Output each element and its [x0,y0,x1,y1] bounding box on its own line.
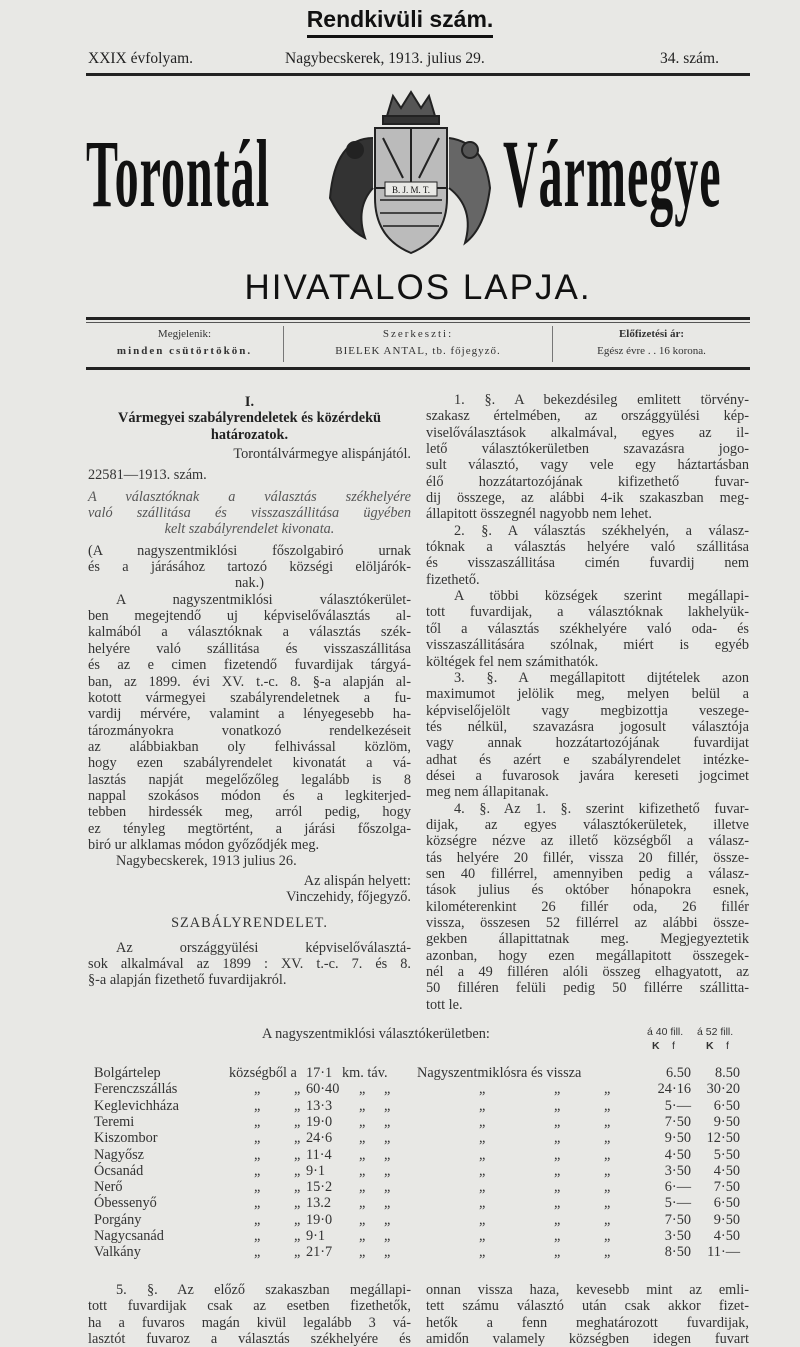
table-row [94,1147,754,1163]
fare-52: 4·50 [713,1162,740,1179]
ditto-mark: „ [604,1179,611,1196]
distance-km: 19·0 [306,1113,333,1130]
text-line: adhat és azért e szabályrendelet intézke- [426,751,749,768]
distance-km: 17·1 [306,1065,333,1081]
text-line: ez tényleg megtörtént, a járási főszolga- [88,820,411,837]
ditto-mark: „ [604,1211,611,1228]
fare-52: 30·20 [706,1081,740,1098]
info-label: Szerkeszti: [382,328,454,340]
text-line: szakasz értelmében, az országgyülési kép- [426,408,749,425]
ditto-mark: „ [479,1130,486,1147]
text-line: tások julius és október hónapokra esnek, [426,882,749,899]
distance-km: 21·7 [306,1244,333,1261]
column-header-52: á 52 fill. [697,1026,734,1038]
ditto-mark: „ [294,1097,301,1114]
ditto-mark: „ [554,1228,561,1244]
right-column [426,392,749,1013]
ditto-mark: „ [554,1097,561,1114]
text-line: lető választókerületben szavazásra jogo- [426,441,749,458]
text-line: biró ur alklamas módon győződjék meg. [88,836,320,853]
destination-phrase: Nagyszentmiklósra és vissza [417,1065,582,1081]
ditto-mark: „ [384,1081,391,1098]
fare-52: 11·— [707,1244,740,1261]
ditto-mark: „ [479,1179,486,1196]
fare-40: 6.50 [665,1065,691,1081]
text-line: Az alispán helyett: [303,872,411,889]
ditto-mark: „ [604,1244,611,1261]
distance-km: 13·3 [306,1097,333,1114]
text-line: állapitott összegnél nagyobb nem lehet. [426,506,652,523]
text-line: sult választó, vagy vele egy háztartásban [426,457,749,474]
left-column [88,394,411,989]
ditto-mark: „ [294,1130,301,1147]
ditto-mark: „ [359,1113,366,1130]
table-row [94,1212,754,1228]
fare-52: 9·50 [713,1211,740,1228]
text-block-para [426,392,749,523]
volume-label: XXIX évfolyam. [88,50,194,67]
text-line: kotott vármegyei szabályrendeletnek a fu- [88,689,411,706]
ditto-mark: „ [359,1146,366,1163]
ditto-mark: „ [554,1162,561,1179]
distance-km: 24·6 [306,1130,333,1147]
column-header-40: á 40 fill. [647,1026,684,1038]
ditto-mark: „ [554,1244,561,1261]
text-line: kalmából a választóknak a választás szék- [88,624,411,641]
unit-phrase: km. táv. [342,1065,388,1081]
distance-km: 9·1 [306,1162,326,1179]
ditto-mark: „ [359,1195,366,1212]
text-line: és az e cimen fizetendő fuvardijak tárgyá- [88,657,411,674]
text-block-italic [88,489,411,538]
table-row [94,1130,754,1146]
distance-km: 13.2 [306,1195,332,1212]
ditto-mark: „ [359,1228,366,1244]
ditto-mark: „ [604,1228,611,1244]
fare-52: 12·50 [706,1130,740,1147]
fare-52: 5·50 [713,1146,740,1163]
ditto-mark: „ [294,1244,301,1261]
text-line: A többi községek szerint megállapi- [454,588,749,605]
text-block-para [426,588,749,670]
place-date-label: Nagybecskerek, 1913. julius 29. [285,50,485,67]
ditto-mark: „ [294,1211,301,1228]
table-row [94,1163,754,1179]
divider [86,317,750,320]
ditto-mark: „ [294,1228,301,1244]
ditto-mark: „ [384,1146,391,1163]
text-line: ben megejtendő uj képviselőválasztás al- [88,608,411,625]
text-line: hetők a fenn meghatározott fuvardijak, [426,1314,749,1331]
place-name: Valkány [94,1244,141,1261]
fare-40: 9·50 [664,1130,691,1147]
ditto-mark: „ [479,1113,486,1130]
text-line: I. [244,394,255,410]
ditto-mark: „ [554,1113,561,1130]
text-line: fizethető. [426,571,480,588]
svg-text:B. J. M. T.: B. J. M. T. [392,185,430,195]
ditto-mark: „ [479,1162,486,1179]
distance-km: 9·1 [306,1228,326,1244]
fare-table [94,1024,754,1284]
place-name: Óbessenyő [94,1195,157,1212]
fare-40: 3·50 [664,1228,691,1244]
county-crest-logo [325,88,497,263]
fare-40: 3·50 [664,1162,691,1179]
text-line: Vármegyei szabályrendeletek és közérdekü [118,410,381,427]
text-line: az alábbiakban oly felhivással közlöm, [88,738,411,755]
ditto-mark: „ [294,1179,301,1196]
ditto-mark: „ [384,1113,391,1130]
fare-52: 9·50 [713,1113,740,1130]
special-issue-label: Rendkivüli szám. [0,6,800,38]
ditto-mark: „ [554,1146,561,1163]
ditto-mark: „ [479,1244,486,1261]
text-line: 5. §. Az előző szakaszban megállapi- [116,1282,411,1298]
place-name: Teremi [94,1113,135,1130]
ditto-mark: „ [359,1179,366,1196]
fare-40: 7·50 [664,1113,691,1130]
info-editor [284,326,552,360]
ditto-mark: „ [604,1146,611,1163]
place-name: Kiszombor [94,1130,158,1147]
ditto-mark: „ [254,1146,261,1163]
text-line: nak.) [235,575,264,592]
fare-40: 24·16 [657,1081,691,1098]
ditto-mark: „ [254,1228,261,1244]
ditto-mark: „ [479,1081,486,1098]
text-line: kilométerenkint 26 fillér oda, 26 fillér [426,898,749,915]
ditto-mark: „ [254,1162,261,1179]
title-left: Torontál [86,120,271,227]
ditto-mark: „ [294,1195,301,1212]
ditto-mark: „ [479,1228,486,1244]
text-line: vissza, összesen 52 fillérrel az alábbi össze- [426,915,749,931]
text-line: dései a fuvarosok javára kereseti jogcimet [426,767,749,784]
ditto-mark: „ [254,1081,261,1098]
unit-f: f [672,1040,675,1052]
text-line: §-a alapján fizethető fuvardijakról. [88,972,287,989]
ditto-mark: „ [359,1211,366,1228]
text-line: 22581—1913. szám. [88,467,207,484]
ditto-mark: „ [294,1081,301,1098]
ditto-mark: „ [479,1195,486,1212]
text-line: tés nélkül, szavazásra jogosult választója [426,718,749,735]
text-line: sok alkalmával az 1899 : XV. t.-c. 7. és 8. [88,956,411,972]
divider [86,367,750,370]
bottom-right-text [426,1282,749,1347]
ditto-mark: „ [604,1097,611,1114]
text-line: A választóknak a választás székhelyére [88,488,411,505]
text-line: képviselőjelölt vagy megbizottja veszege- [426,702,749,719]
ditto-mark: „ [384,1162,391,1179]
place-name: Nagycsanád [94,1228,164,1244]
ditto-mark: „ [294,1162,301,1179]
issue-number-label: 34. szám. [660,50,719,67]
place-name: Nagyősz [94,1146,145,1163]
text-line: 50 filléren felüli pedig 50 fillérre szállitta- [426,980,749,997]
text-block-para [88,853,411,869]
text-line: meg nem állapitanak. [426,784,549,801]
place-name: Bolgártelep [94,1065,161,1081]
table-row [94,1195,754,1211]
text-line: lasztót fuvaroz a választás székhelyére és [88,1331,411,1347]
fare-52: 7·50 [713,1179,740,1196]
text-line: nappal szokásos módon és a legkiterjed- [88,787,411,804]
ditto-mark: „ [359,1097,366,1114]
text-block-para [426,670,749,801]
fare-40: 5·— [664,1195,691,1212]
ditto-mark: „ [254,1097,261,1114]
ditto-mark: „ [384,1228,391,1244]
text-line: amidőn valamely községben idegen fuvart [426,1331,749,1347]
unit-k: K [652,1040,660,1052]
text-block-para [88,1282,411,1347]
text-line: Torontálvármegye alispánjától. [233,446,411,463]
text-block-para [88,940,411,989]
text-block-address [88,543,411,592]
ditto-mark: „ [479,1097,486,1114]
text-line: Az országgyülési képviselőválasztá- [116,939,411,956]
text-line: 3. §. A megállapitott dijtételek azon [454,669,749,686]
unit-f: f [726,1040,729,1052]
text-line: helyére való szállitása és visszaszállitása [88,640,411,657]
text-line: hogy ezen szabályrendelet kivonatát a vá- [88,755,411,772]
ditto-mark: „ [359,1081,366,1098]
text-line: határozatok. [210,426,289,443]
text-line: maximumot jelölik meg, melyen belül a [426,686,749,703]
text-line: kelt szabályrendelet kivonata. [164,521,335,538]
info-value: minden csütörtökön. [116,345,253,357]
fare-52: 4·50 [713,1228,740,1244]
ditto-mark: „ [554,1211,561,1228]
text-block-right [88,873,411,906]
text-block-center-bold [88,394,411,443]
text-line: tebben hirdessék meg, arról pedig, hogy [88,804,411,821]
text-line: A nagyszentmiklósi választókerület- [116,591,411,608]
text-block-para [426,523,749,588]
text-line: tás helyére 20 fillér, vissza 20 fillér, össze- [426,849,749,866]
text-line: dij összege, az alábbi 4-ik szakaszban meg- [426,490,749,507]
ditto-mark: „ [604,1081,611,1098]
info-appears [86,326,283,360]
table-row [94,1228,754,1244]
fare-52: 6·50 [713,1097,740,1114]
text-block-right [88,446,411,462]
place-name: Keglevichháza [94,1097,179,1114]
place-name: Ócsanád [94,1162,144,1179]
text-block-para [426,801,749,1013]
text-line: azonban, hogy ezen megállapitott összegek- [426,947,749,964]
ditto-mark: „ [384,1130,391,1147]
table-row [94,1179,754,1195]
info-label: Előfizetési ár: [618,328,685,340]
fare-40: 5·— [664,1097,691,1114]
place-name: Nerő [94,1179,123,1196]
text-line: dijak, az egyes választókerületek, illetve [426,816,749,833]
text-line: Nagybecskerek, 1913 julius 26. [116,853,297,870]
table-caption: A nagyszentmiklósi választókerületben: [262,1026,490,1042]
text-line: tott le. [426,996,463,1013]
fare-40: 4·50 [664,1146,691,1163]
ditto-mark: „ [604,1195,611,1212]
text-line: költégek fel nem számithatók. [426,653,599,670]
place-name: Ferenczszállás [94,1081,178,1098]
text-line: ban, az 1899. évi XV. t.-c. 8. §-a alapján al- [88,673,411,690]
ditto-mark: „ [359,1244,366,1261]
text-line: tározmányokra vonatkozó rendelkezéseit [88,722,411,739]
text-line: tett számu választó után csak akkor fizet- [426,1298,749,1315]
ditto-mark: „ [254,1130,261,1147]
text-line: 2. §. A választás székhelyén, a válasz- [454,522,749,539]
text-line: Vinczehidy, főjegyző. [286,888,411,905]
text-line: vardij mérvére, valamint a lényegesebb ha- [88,706,411,723]
ditto-mark: „ [384,1179,391,1196]
text-line: vagy annak hozzátartozójának fuvardijat [426,735,749,752]
text-line: gekben állapittatnak meg. Megjegyeztetik [426,931,749,948]
text-line: 1. §. A bekezdésileg emlitett törvény- [454,392,749,408]
divider [86,73,750,76]
from-phrase: községből a [229,1065,297,1081]
ditto-mark: „ [604,1162,611,1179]
text-line: 4. §. Az 1. §. szerint kifizethető fuvar- [454,800,749,817]
table-row [94,1081,754,1097]
text-line: tott fuvardijak, a választóknak lakhelyük- [426,604,749,621]
ditto-mark: „ [294,1113,301,1130]
ditto-mark: „ [294,1146,301,1163]
table-row [94,1098,754,1114]
text-line: és visszaszállitása cimén fuvardij nem [426,555,749,572]
text-line: való szállitása és visszaszállitása ügyében [88,505,411,522]
ditto-mark: „ [384,1211,391,1228]
text-block-heading [88,915,411,931]
text-line: községre nézve az illető községből a válasz- [426,833,749,850]
ditto-mark: „ [604,1113,611,1130]
ditto-mark: „ [384,1244,391,1261]
ditto-mark: „ [254,1195,261,1212]
fare-52: 8.50 [714,1065,740,1081]
table-row [94,1244,754,1260]
fare-52: 6·50 [713,1195,740,1212]
title-right: Vármegye [503,120,722,227]
ditto-mark: „ [254,1179,261,1196]
bottom-left-text [88,1282,411,1347]
ditto-mark: „ [554,1081,561,1098]
text-line: től a választás székhelyére való oda- és [426,620,749,637]
table-row [94,1065,754,1081]
ditto-mark: „ [254,1211,261,1228]
ditto-mark: „ [384,1097,391,1114]
info-label: Megjelenik: [157,328,212,340]
text-line: onnan vissza haza, kevesebb mint az emli- [426,1282,749,1298]
ditto-mark: „ [254,1244,261,1261]
fare-40: 6·— [664,1179,691,1196]
ditto-mark: „ [359,1130,366,1147]
text-line: sen 40 fillérrel, amennyiben pedig a válasz- [426,865,749,882]
table-row [94,1114,754,1130]
ditto-mark: „ [254,1113,261,1130]
text-line: SZABÁLYRENDELET. [171,915,328,932]
text-line: nél a 49 filléren alóli összeg elhagyatott, az [426,964,749,981]
divider [86,322,750,323]
info-value: BIELEK ANTAL, tb. főjegyző. [335,345,501,357]
text-line: élő hozzátartozójának kifizethető fuvar- [426,473,749,490]
fare-40: 7·50 [664,1211,691,1228]
ditto-mark: „ [554,1195,561,1212]
text-block-para [88,592,411,854]
distance-km: 60·40 [306,1081,340,1098]
unit-k: K [706,1040,714,1052]
fare-40: 8·50 [664,1244,691,1261]
subtitle: HIVATALOS LAPJA. [244,268,592,307]
text-line: lasztás napját megelőzőleg legalább is 8 [88,771,411,788]
info-price [553,326,750,360]
text-line: tott fuvardijak csak az esetben fizethetők, [88,1298,411,1315]
ditto-mark: „ [479,1146,486,1163]
ditto-mark: „ [554,1179,561,1196]
ditto-mark: „ [384,1195,391,1212]
distance-km: 11·4 [306,1146,332,1163]
text-line: tóknak a választás helyére való szállitása [426,539,749,556]
ditto-mark: „ [479,1211,486,1228]
text-block-cont [426,1282,749,1347]
distance-km: 15·2 [306,1179,333,1196]
place-name: Porgány [94,1211,142,1228]
text-block-left [88,467,411,483]
ditto-mark: „ [554,1130,561,1147]
text-line: visszaszállitására szólnak, miért is egyéb [426,637,749,654]
distance-km: 19·0 [306,1211,333,1228]
text-line: (A nagyszentmiklósi főszolgabiró urnak [88,542,411,559]
info-value: Egész évre . . 16 korona. [597,345,706,357]
ditto-mark: „ [604,1130,611,1147]
text-line: viselőválasztások alkalmával, egyes az il- [426,424,749,441]
text-line: ha a fuvaros magán kivül legalább 3 vá- [88,1314,411,1331]
ditto-mark: „ [359,1162,366,1179]
text-line: és a járásához tartozó községi elöljárók- [88,559,411,576]
